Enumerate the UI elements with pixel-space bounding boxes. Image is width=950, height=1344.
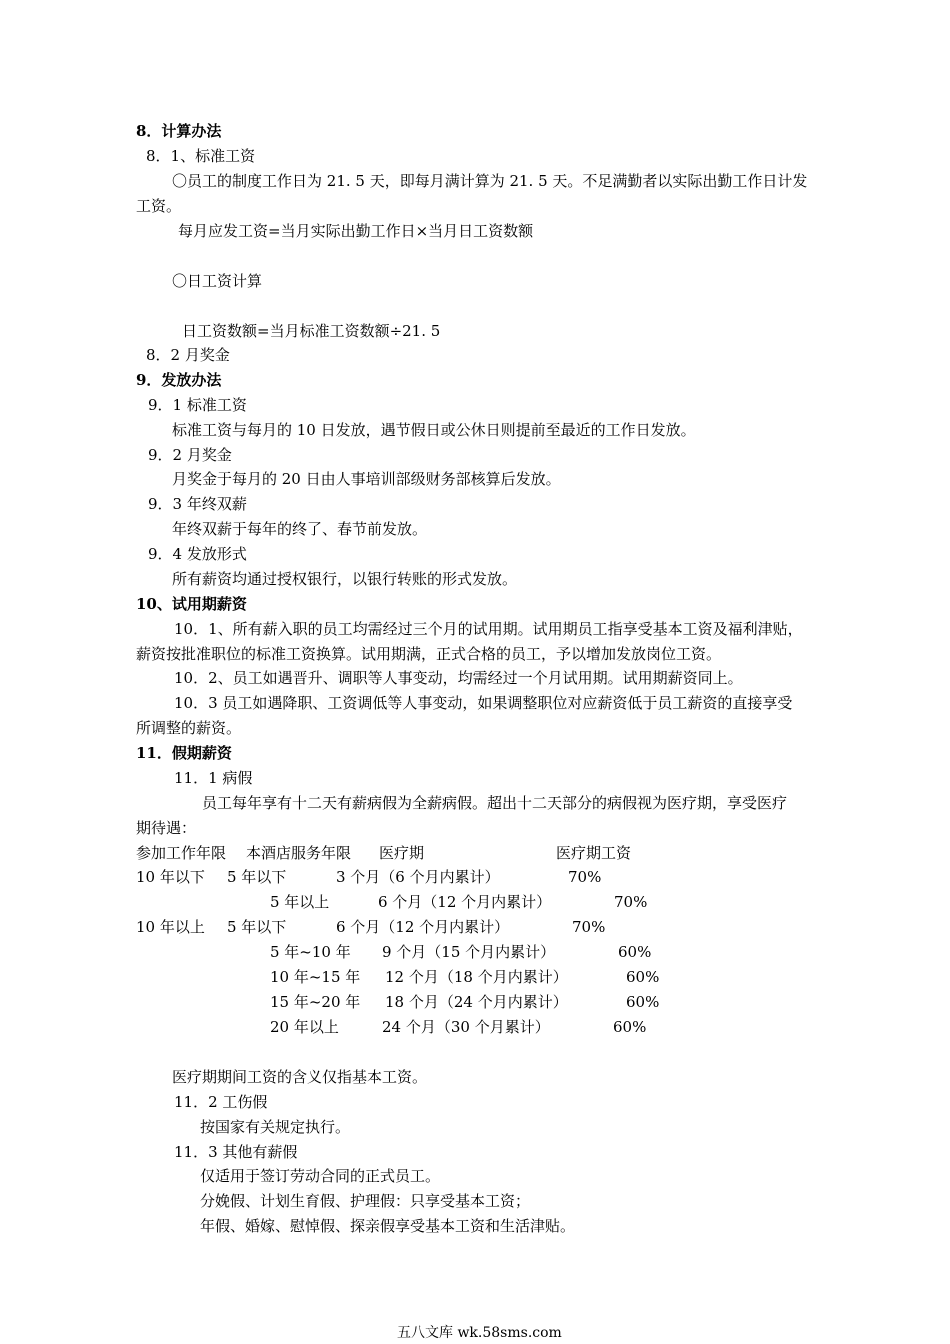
cell-medical-pay: 70% xyxy=(614,893,648,911)
footer-watermark-text: 五八文库 wk.58sms.com xyxy=(397,1325,562,1341)
section-10-heading: 10、试用期薪资 xyxy=(136,595,247,613)
cell-work-years: 10 年以下 xyxy=(136,868,205,886)
cell-medical-period: 9 个月（15 个月内累计） xyxy=(382,943,556,961)
cell-medical-period: 18 个月（24 个月内累计） xyxy=(385,993,568,1011)
section-11-3-text-line3: 年假、婚嫁、慰悼假、探亲假享受基本工资和生活津贴。 xyxy=(200,1217,576,1235)
section-8-1-text-line1: 〇员工的制度工作日为 21. 5 天，即每月满计算为 21. 5 天。不足满勤者以实际出勤工作日计发 xyxy=(172,172,808,190)
section-8-heading: 8．计算办法 xyxy=(136,122,222,140)
section-9-heading: 9．发放办法 xyxy=(136,371,222,389)
section-10-3-text-line1: 10．3 员工如遇降职、工资调低等人事变动，如果调整职位对应薪资低于员工薪资的直接享受 xyxy=(174,694,793,712)
section-9-3-title: 9．3 年终双薪 xyxy=(148,495,247,513)
section-9-4-title: 9．4 发放形式 xyxy=(148,545,247,563)
section-9-1-title: 9．1 标准工资 xyxy=(148,396,247,414)
cell-service-years: 5 年以下 xyxy=(227,868,287,886)
section-11-2-title: 11．2 工伤假 xyxy=(174,1093,268,1111)
section-11-1-title: 11．1 病假 xyxy=(174,769,253,787)
section-11-heading: 11．假期薪资 xyxy=(136,744,232,762)
cell-medical-pay: 60% xyxy=(613,1018,647,1036)
cell-service-years: 5 年~10 年 xyxy=(270,943,351,961)
daily-wage-title: 〇日工资计算 xyxy=(172,272,263,290)
header-service-years: 本酒店服务年限 xyxy=(246,844,352,862)
cell-medical-period: 6 个月（12 个月内累计） xyxy=(378,893,552,911)
cell-service-years: 5 年以下 xyxy=(227,918,287,936)
section-11-3-title: 11．3 其他有薪假 xyxy=(174,1143,298,1161)
section-8-1-text-line2: 工资。 xyxy=(136,197,182,215)
section-8-2-title: 8．2 月奖金 xyxy=(146,346,230,364)
section-11-1-text-line2: 期待遇： xyxy=(136,819,197,837)
cell-medical-pay: 60% xyxy=(618,943,652,961)
cell-medical-period: 12 个月（18 个月内累计） xyxy=(385,968,568,986)
monthly-pay-formula: 每月应发工资=当月实际出勤工作日×当月日工资数额 xyxy=(178,222,534,240)
daily-wage-formula: 日工资数额=当月标准工资数额÷21. 5 xyxy=(182,322,441,340)
section-11-3-text-line1: 仅适用于签订劳动合同的正式员工。 xyxy=(200,1167,441,1185)
cell-medical-pay: 70% xyxy=(568,868,602,886)
section-9-1-text: 标准工资与每月的 10 日发放，遇节假日或公休日则提前至最近的工作日发放。 xyxy=(172,421,696,439)
section-9-4-text: 所有薪资均通过授权银行，以银行转账的形式发放。 xyxy=(172,570,518,588)
header-medical-pay: 医疗期工资 xyxy=(556,844,632,862)
section-11-2-text: 按国家有关规定执行。 xyxy=(200,1118,351,1136)
header-work-years: 参加工作年限 xyxy=(136,844,227,862)
medical-period-note: 医疗期期间工资的含义仅指基本工资。 xyxy=(172,1068,428,1086)
cell-service-years: 20 年以上 xyxy=(270,1018,339,1036)
cell-medical-pay: 60% xyxy=(626,968,660,986)
section-10-1-text-line2: 薪资按批准职位的标准工资换算。试用期满，正式合格的员工，予以增加发放岗位工资。 xyxy=(136,645,722,663)
cell-service-years: 10 年~15 年 xyxy=(270,968,361,986)
section-9-2-text: 月奖金于每月的 20 日由人事培训部级财务部核算后发放。 xyxy=(172,470,561,488)
cell-medical-period: 6 个月（12 个月内累计） xyxy=(336,918,510,936)
section-10-3-text-line2: 所调整的薪资。 xyxy=(136,719,242,737)
section-9-2-title: 9．2 月奖金 xyxy=(148,446,232,464)
cell-medical-period: 3 个月（6 个月内累计） xyxy=(336,868,500,886)
cell-work-years: 10 年以上 xyxy=(136,918,205,936)
section-8-1-title: 8．1、标准工资 xyxy=(146,147,256,165)
cell-medical-pay: 70% xyxy=(572,918,606,936)
header-medical-period: 医疗期 xyxy=(379,844,425,862)
section-9-3-text: 年终双薪于每年的终了、春节前发放。 xyxy=(172,520,428,538)
section-11-3-text-line2: 分娩假、计划生育假、护理假：只享受基本工资； xyxy=(200,1192,531,1210)
cell-medical-pay: 60% xyxy=(626,993,660,1011)
cell-service-years: 15 年~20 年 xyxy=(270,993,361,1011)
cell-service-years: 5 年以上 xyxy=(270,893,330,911)
cell-medical-period: 24 个月（30 个月累计） xyxy=(382,1018,550,1036)
section-10-2-text: 10．2、员工如遇晋升、调职等人事变动，均需经过一个月试用期。试用期薪资同上。 xyxy=(174,669,743,687)
section-10-1-text-line1: 10．1、所有薪入职的员工均需经过三个月的试用期。试用期员工指享受基本工资及福利津贴， xyxy=(174,620,803,638)
section-11-1-text-line1: 员工每年享有十二天有薪病假为全薪病假。超出十二天部分的病假视为医疗期，享受医疗 xyxy=(202,794,788,812)
